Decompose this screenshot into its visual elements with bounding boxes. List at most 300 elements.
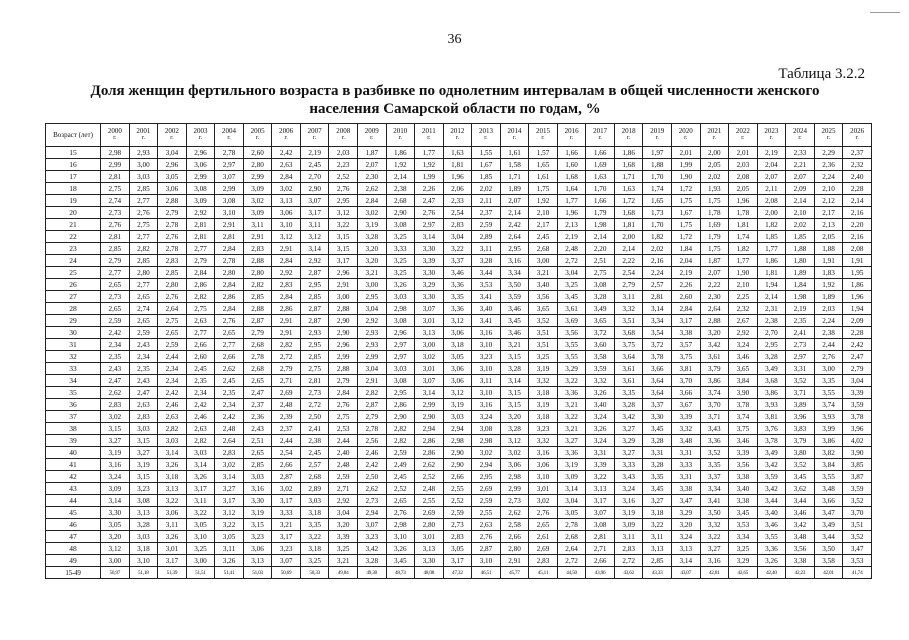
value-cell: 3,14 [300, 243, 329, 255]
value-cell: 2,55 [415, 495, 444, 507]
year-label: 2010 [393, 127, 408, 135]
value-cell: 2,81 [101, 231, 130, 243]
value-cell: 3,08 [386, 315, 415, 327]
value-cell: 2,90 [329, 315, 358, 327]
age-cell: 44 [46, 495, 101, 507]
value-cell: 3,17 [329, 255, 358, 267]
table-label: Таблица 3.2.2 [778, 66, 865, 82]
value-cell: 1,92 [415, 159, 444, 171]
age-cell: 39 [46, 435, 101, 447]
value-cell: 3,32 [529, 375, 558, 387]
value-cell: 2,92 [357, 315, 386, 327]
value-cell: 3,06 [243, 543, 272, 555]
value-cell: 2,07 [357, 159, 386, 171]
value-cell: 3,25 [529, 351, 558, 363]
value-cell: 3,72 [586, 327, 615, 339]
value-cell: 3,01 [415, 531, 444, 543]
value-cell: 2,85 [300, 351, 329, 363]
header-year [529, 124, 558, 147]
value-cell: 2,64 [158, 303, 187, 315]
value-cell: 2,77 [186, 327, 215, 339]
value-cell: 3,09 [243, 207, 272, 219]
value-cell: 3,14 [101, 495, 130, 507]
value-cell: 1,84 [672, 243, 701, 255]
value-cell: 1,98 [786, 291, 815, 303]
value-cell: 1,64 [557, 183, 586, 195]
value-cell: 3,26 [158, 459, 187, 471]
value-cell: 3,14 [158, 447, 187, 459]
value-cell: 2,85 [129, 255, 158, 267]
value-cell: 3,13 [272, 195, 301, 207]
header-year [786, 124, 815, 147]
page-number: 36 [447, 32, 462, 47]
value-cell: 3,28 [129, 519, 158, 531]
value-cell: 1,90 [729, 267, 758, 279]
value-cell: 2,69 [529, 543, 558, 555]
value-cell: 2,79 [843, 363, 872, 375]
value-cell: 2,81 [186, 219, 215, 231]
value-cell: 3,40 [472, 303, 501, 315]
value-cell: 3,74 [729, 411, 758, 423]
value-cell: 2,48 [415, 483, 444, 495]
value-cell: 2,92 [329, 495, 358, 507]
value-cell: 3,75 [614, 339, 643, 351]
value-cell: 2,22 [614, 255, 643, 267]
value-cell: 2,33 [786, 147, 815, 159]
value-cell: 2,08 [729, 171, 758, 183]
value-cell: 1,65 [643, 195, 672, 207]
table-row [46, 339, 872, 351]
value-cell: 2,30 [357, 171, 386, 183]
value-cell: 3,65 [529, 303, 558, 315]
value-cell: 2,73 [101, 291, 130, 303]
header-year [500, 124, 529, 147]
value-cell: 3,78 [729, 399, 758, 411]
value-cell: 3,42 [757, 459, 786, 471]
value-cell: 2,17 [529, 219, 558, 231]
value-cell: 2,35 [129, 363, 158, 375]
value-cell: 3,19 [243, 507, 272, 519]
value-cell: 1,80 [786, 255, 815, 267]
value-cell: 3,46 [786, 507, 815, 519]
value-cell: 1,99 [415, 171, 444, 183]
value-cell: 2,60 [186, 351, 215, 363]
value-cell: 1,81 [729, 219, 758, 231]
value-cell: 3,31 [586, 447, 615, 459]
value-cell: 2,51 [586, 255, 615, 267]
value-cell: 3,05 [101, 519, 130, 531]
value-cell: 3,30 [243, 495, 272, 507]
value-cell: 2,94 [357, 507, 386, 519]
value-cell: 1,70 [643, 219, 672, 231]
value-cell: 2,76 [129, 207, 158, 219]
value-cell: 3,07 [300, 195, 329, 207]
value-cell: 1,57 [529, 147, 558, 159]
value-cell: 2,42 [215, 411, 244, 423]
header-year [357, 124, 386, 147]
value-cell: 2,47 [843, 351, 872, 363]
year-label: 2001 [136, 127, 151, 135]
value-cell: 3,16 [243, 483, 272, 495]
value-cell: 2,63 [472, 519, 501, 531]
age-cell: 42 [46, 471, 101, 483]
value-cell: 3,05 [215, 531, 244, 543]
value-cell: 3,17 [443, 555, 472, 567]
value-cell: 2,70 [757, 327, 786, 339]
header-year [129, 124, 158, 147]
value-cell: 3,10 [129, 555, 158, 567]
value-cell: 3,14 [557, 483, 586, 495]
value-cell: 47,32 [443, 567, 472, 579]
value-cell: 3,12 [443, 387, 472, 399]
age-cell: 49 [46, 555, 101, 567]
value-cell: 2,96 [329, 267, 358, 279]
value-cell: 3,10 [472, 555, 501, 567]
value-cell: 3,41 [472, 291, 501, 303]
value-cell: 3,15 [243, 519, 272, 531]
value-cell: 3,53 [472, 279, 501, 291]
value-cell: 2,12 [814, 195, 843, 207]
value-cell: 3,30 [101, 507, 130, 519]
age-cell: 37 [46, 411, 101, 423]
table-row [46, 207, 872, 219]
value-cell: 2,93 [357, 339, 386, 351]
value-cell: 2,78 [557, 519, 586, 531]
value-cell: 3,22 [557, 375, 586, 387]
value-cell: 3,71 [700, 411, 729, 423]
value-cell: 2,24 [643, 267, 672, 279]
value-cell: 2,86 [415, 447, 444, 459]
value-cell: 3,93 [757, 399, 786, 411]
year-unit: г. [484, 135, 488, 141]
value-cell: 2,24 [814, 171, 843, 183]
value-cell: 3,51 [614, 315, 643, 327]
value-cell: 2,75 [186, 303, 215, 315]
value-cell: 2,16 [843, 231, 872, 243]
value-cell: 1,96 [443, 171, 472, 183]
total-row [46, 567, 872, 579]
year-label: 2014 [507, 127, 522, 135]
value-cell: 2,85 [243, 291, 272, 303]
value-cell: 1,55 [472, 147, 501, 159]
age-cell: 45 [46, 507, 101, 519]
value-cell: 2,99 [186, 171, 215, 183]
table-row [46, 267, 872, 279]
value-cell: 2,13 [814, 219, 843, 231]
value-cell: 2,48 [272, 399, 301, 411]
value-cell: 2,95 [329, 195, 358, 207]
value-cell: 51,51 [186, 567, 215, 579]
value-cell: 3,44 [786, 495, 815, 507]
value-cell: 2,84 [672, 303, 701, 315]
value-cell: 3,18 [129, 543, 158, 555]
value-cell: 2,05 [700, 159, 729, 171]
value-cell: 3,61 [700, 351, 729, 363]
value-cell: 1,69 [700, 219, 729, 231]
value-cell: 43,07 [672, 567, 701, 579]
year-label: 2022 [735, 127, 750, 135]
value-cell: 2,62 [357, 183, 386, 195]
value-cell: 2,54 [272, 447, 301, 459]
value-cell: 2,91 [357, 375, 386, 387]
value-cell: 3,11 [614, 531, 643, 543]
value-cell: 2,59 [472, 219, 501, 231]
value-cell: 3,93 [814, 411, 843, 423]
fertility-share-table [45, 123, 872, 579]
header-row [46, 124, 872, 147]
year-unit: г. [598, 135, 602, 141]
value-cell: 2,76 [215, 315, 244, 327]
value-cell: 2,14 [757, 291, 786, 303]
value-cell: 3,36 [443, 279, 472, 291]
value-cell: 2,00 [700, 147, 729, 159]
value-cell: 3,12 [272, 231, 301, 243]
value-cell: 1,86 [757, 255, 786, 267]
value-cell: 3,33 [272, 507, 301, 519]
value-cell: 2,42 [500, 219, 529, 231]
value-cell: 3,06 [158, 183, 187, 195]
age-cell: 27 [46, 291, 101, 303]
value-cell: 3,17 [672, 315, 701, 327]
value-cell: 2,45 [215, 375, 244, 387]
value-cell: 3,16 [700, 555, 729, 567]
value-cell: 3,96 [843, 423, 872, 435]
value-cell: 3,02 [357, 207, 386, 219]
value-cell: 3,20 [500, 411, 529, 423]
value-cell: 1,70 [643, 171, 672, 183]
value-cell: 3,46 [729, 435, 758, 447]
value-cell: 51,03 [243, 567, 272, 579]
value-cell: 2,86 [386, 399, 415, 411]
value-cell: 3,24 [672, 531, 701, 543]
value-cell: 3,78 [643, 351, 672, 363]
value-cell: 2,08 [757, 195, 786, 207]
value-cell: 2,83 [101, 399, 130, 411]
value-cell: 3,13 [415, 327, 444, 339]
value-cell: 3,51 [529, 327, 558, 339]
value-cell: 3,20 [101, 531, 130, 543]
value-cell: 3,17 [586, 495, 615, 507]
value-cell: 2,62 [215, 363, 244, 375]
value-cell: 1,72 [672, 231, 701, 243]
value-cell: 45,77 [500, 567, 529, 579]
value-cell: 2,63 [186, 423, 215, 435]
value-cell: 51,18 [129, 567, 158, 579]
value-cell: 1,77 [729, 255, 758, 267]
value-cell: 2,68 [300, 471, 329, 483]
value-cell: 2,87 [272, 471, 301, 483]
value-cell: 3,00 [415, 339, 444, 351]
value-cell: 3,38 [729, 471, 758, 483]
value-cell: 2,90 [386, 207, 415, 219]
value-cell: 3,38 [729, 495, 758, 507]
value-cell: 2,54 [443, 207, 472, 219]
value-cell: 3,23 [129, 483, 158, 495]
value-cell: 2,81 [186, 231, 215, 243]
value-cell: 3,17 [215, 495, 244, 507]
value-cell: 2,65 [386, 495, 415, 507]
year-unit: г. [541, 135, 545, 141]
value-cell: 2,36 [243, 411, 272, 423]
value-cell: 3,36 [557, 447, 586, 459]
value-cell: 50,97 [101, 567, 130, 579]
age-cell: 36 [46, 399, 101, 411]
value-cell: 2,31 [757, 303, 786, 315]
table-row [46, 303, 872, 315]
value-cell: 1,77 [557, 195, 586, 207]
year-unit: г. [769, 135, 774, 141]
value-cell: 2,03 [329, 147, 358, 159]
value-cell: 3,31 [672, 447, 701, 459]
value-cell: 1,69 [586, 159, 615, 171]
value-cell: 48,08 [415, 567, 444, 579]
value-cell: 2,73 [300, 387, 329, 399]
year-label: 2026 [850, 127, 865, 135]
value-cell: 3,02 [500, 447, 529, 459]
value-cell: 3,08 [472, 423, 501, 435]
value-cell: 1,75 [700, 243, 729, 255]
year-unit: г. [341, 135, 345, 141]
year-unit: г. [427, 135, 431, 141]
value-cell: 3,81 [757, 411, 786, 423]
value-cell: 2,52 [386, 483, 415, 495]
age-cell: 26 [46, 279, 101, 291]
value-cell: 2,97 [215, 159, 244, 171]
table-row [46, 315, 872, 327]
value-cell: 3,17 [300, 207, 329, 219]
value-cell: 2,83 [243, 243, 272, 255]
header-year [186, 124, 215, 147]
value-cell: 3,23 [357, 531, 386, 543]
header-year [243, 124, 272, 147]
value-cell: 3,28 [614, 399, 643, 411]
value-cell: 3,74 [700, 387, 729, 399]
value-cell: 2,40 [329, 447, 358, 459]
value-cell: 2,65 [101, 279, 130, 291]
value-cell: 2,85 [243, 459, 272, 471]
value-cell: 3,45 [643, 483, 672, 495]
age-cell: 24 [46, 255, 101, 267]
value-cell: 3,59 [586, 363, 615, 375]
value-cell: 3,32 [614, 303, 643, 315]
table-row [46, 411, 872, 423]
value-cell: 2,82 [129, 243, 158, 255]
value-cell: 2,80 [415, 519, 444, 531]
value-cell: 2,76 [415, 207, 444, 219]
value-cell: 2,52 [329, 171, 358, 183]
value-cell: 3,36 [557, 387, 586, 399]
value-cell: 2,78 [215, 147, 244, 159]
value-cell: 2,87 [300, 315, 329, 327]
value-cell: 3,08 [586, 519, 615, 531]
value-cell: 3,64 [643, 375, 672, 387]
value-cell: 2,62 [101, 387, 130, 399]
year-unit: г. [712, 135, 716, 141]
value-cell: 3,15 [500, 351, 529, 363]
value-cell: 2,84 [272, 291, 301, 303]
value-cell: 2,65 [101, 303, 130, 315]
value-cell: 2,20 [586, 243, 615, 255]
value-cell: 3,35 [814, 375, 843, 387]
value-cell: 3,46 [757, 519, 786, 531]
value-cell: 2,34 [101, 339, 130, 351]
value-cell: 3,00 [357, 279, 386, 291]
value-cell: 2,03 [814, 303, 843, 315]
value-cell: 3,27 [614, 447, 643, 459]
value-cell: 2,84 [186, 267, 215, 279]
value-cell: 2,96 [158, 159, 187, 171]
value-cell: 3,29 [415, 279, 444, 291]
value-cell: 3,42 [700, 339, 729, 351]
value-cell: 3,42 [614, 411, 643, 423]
value-cell: 3,03 [300, 495, 329, 507]
value-cell: 3,25 [386, 255, 415, 267]
header-year [672, 124, 701, 147]
value-cell: 2,80 [129, 267, 158, 279]
value-cell: 1,86 [614, 147, 643, 159]
value-cell: 2,19 [672, 267, 701, 279]
value-cell: 3,30 [415, 267, 444, 279]
value-cell: 3,16 [472, 327, 501, 339]
value-cell: 3,58 [586, 351, 615, 363]
value-cell: 3,64 [614, 351, 643, 363]
table-row [46, 531, 872, 543]
value-cell: 50,33 [300, 567, 329, 579]
value-cell: 2,87 [357, 399, 386, 411]
value-cell: 3,22 [300, 531, 329, 543]
value-cell: 1,97 [643, 147, 672, 159]
value-cell: 2,45 [300, 447, 329, 459]
value-cell: 2,84 [215, 243, 244, 255]
value-cell: 49,30 [357, 567, 386, 579]
value-cell: 46,51 [472, 567, 501, 579]
value-cell: 3,55 [557, 351, 586, 363]
value-cell: 3,28 [500, 423, 529, 435]
value-cell: 2,44 [329, 435, 358, 447]
table-row [46, 291, 872, 303]
header-year [643, 124, 672, 147]
value-cell: 3,06 [529, 459, 558, 471]
value-cell: 2,84 [272, 255, 301, 267]
value-cell: 3,03 [243, 471, 272, 483]
value-cell: 2,58 [500, 519, 529, 531]
year-unit: г. [655, 135, 659, 141]
age-cell: 47 [46, 531, 101, 543]
value-cell: 3,15 [129, 471, 158, 483]
value-cell: 3,20 [357, 243, 386, 255]
value-cell: 2,78 [243, 351, 272, 363]
value-cell: 3,49 [757, 447, 786, 459]
value-cell: 1,88 [814, 243, 843, 255]
value-cell: 3,04 [357, 363, 386, 375]
value-cell: 3,08 [386, 219, 415, 231]
value-cell: 2,80 [215, 267, 244, 279]
value-cell: 2,55 [472, 507, 501, 519]
value-cell: 3,57 [672, 339, 701, 351]
value-cell: 3,10 [472, 387, 501, 399]
value-cell: 2,92 [272, 267, 301, 279]
value-cell: 3,02 [243, 195, 272, 207]
value-cell: 2,05 [814, 231, 843, 243]
value-cell: 3,51 [529, 339, 558, 351]
value-cell: 3,09 [101, 483, 130, 495]
value-cell: 2,81 [586, 531, 615, 543]
value-cell: 1,63 [586, 171, 615, 183]
value-cell: 2,97 [786, 351, 815, 363]
value-cell: 3,04 [329, 507, 358, 519]
value-cell: 3,11 [472, 243, 501, 255]
value-cell: 3,34 [643, 315, 672, 327]
